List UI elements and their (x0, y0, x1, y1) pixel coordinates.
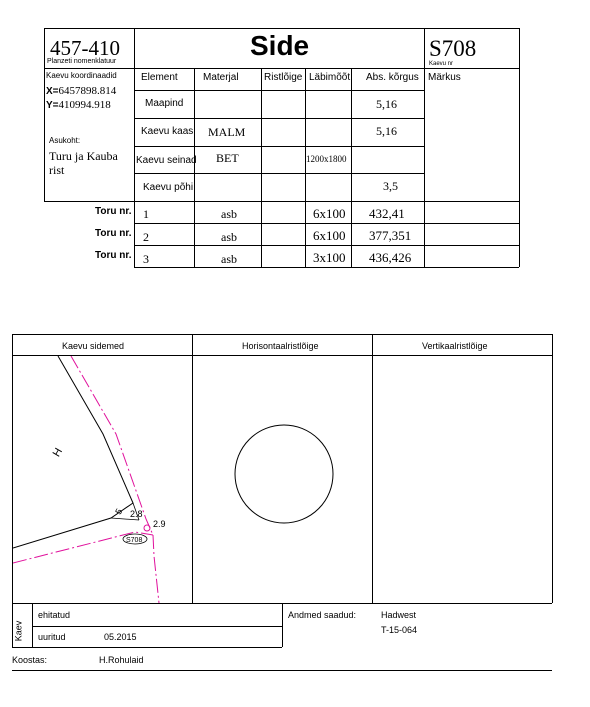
frame-line (44, 68, 520, 69)
col-header-material: Materjal (203, 72, 239, 83)
col-header-height: Abs. kõrgus (366, 72, 419, 83)
pipe-number: 3 (143, 252, 149, 266)
horizontal-section-drawing (193, 356, 372, 603)
location-line1: Turu ja Kauba (49, 149, 118, 163)
row-height: 3,5 (383, 179, 398, 193)
pipe-material: asb (221, 252, 237, 266)
row-material: MALM (208, 125, 246, 139)
map-label-28: 2.8 (130, 509, 143, 519)
footer-author-name: H.Rohulaid (99, 655, 144, 665)
footer-surveyed-label: uuritud (38, 632, 66, 642)
panel-title-connections: Kaevu sidemed (62, 341, 125, 351)
well-label: Kaevu nr (429, 61, 454, 67)
table-line (134, 118, 424, 119)
location-line2: rist (49, 163, 65, 177)
table-line (134, 223, 519, 224)
table-line (134, 173, 424, 174)
table-line (261, 68, 262, 267)
pipe-label: Toru nr. (95, 206, 132, 217)
row-height: 5,16 (376, 124, 397, 138)
frame-line (44, 28, 520, 29)
footer-source-name: Hadwest (381, 610, 417, 620)
pipe-label: Toru nr. (95, 250, 132, 261)
col-header-notes: Märkus (428, 72, 461, 83)
table-line (134, 245, 519, 246)
coord-x (46, 85, 116, 97)
table-line (134, 201, 519, 202)
table-line (305, 68, 306, 267)
panel-title-horizontal: Horisontaalristlõige (242, 341, 319, 351)
table-line (134, 146, 424, 147)
frame-line (424, 28, 425, 267)
pipe-diameter: 6x100 (313, 228, 346, 243)
map-label-h: H (50, 446, 66, 459)
pipe-diameter: 6x100 (313, 206, 346, 221)
panel-line (552, 334, 553, 603)
page-title: Side (250, 30, 310, 61)
pipe-label: Toru nr. (95, 228, 132, 239)
panel-title-vertical: Vertikaalristlõige (422, 341, 488, 351)
map-label-5: 5 (113, 506, 125, 517)
footer-author-label: Koostas: (12, 655, 48, 665)
sheet-number: 457-410 (50, 36, 120, 60)
frame-line (44, 28, 45, 201)
row-element: Kaevu seinad (136, 155, 197, 166)
footer-source-label: Andmed saadud: (288, 610, 357, 620)
frame-line (519, 28, 520, 267)
connections-map (13, 356, 192, 603)
pipe-height: 377,351 (369, 228, 412, 243)
table-line (134, 90, 424, 91)
row-element: Maapind (145, 98, 184, 109)
col-header-diameter: Läbimõõt (309, 72, 351, 83)
sheet-label: Planzeti nomenklatuur (47, 58, 117, 65)
table-line (351, 68, 352, 267)
map-label-well: S708 (126, 537, 143, 544)
footer-surveyed-date: 05.2015 (104, 632, 137, 642)
coord-x-label: X= (46, 86, 59, 97)
coord-y-value: 410994.918 (58, 99, 111, 111)
well-number: S708 (429, 36, 477, 61)
coord-x-value: 6457898.814 (58, 85, 117, 97)
coord-y (46, 99, 111, 111)
pipe-number: 1 (143, 207, 149, 221)
pipe-diameter: 3x100 (313, 250, 346, 265)
footer-line (282, 603, 283, 647)
row-material: BET (216, 151, 239, 165)
frame-line (44, 201, 134, 202)
coord-y-label: Y= (46, 100, 59, 111)
row-element: Kaevu kaas (141, 126, 194, 137)
pipe-height: 432,41 (369, 206, 405, 221)
row-height: 5,16 (376, 97, 397, 111)
col-header-element: Element (141, 72, 178, 83)
pipe-height: 436,426 (369, 250, 412, 265)
frame-line (134, 28, 135, 267)
footer-side-label: Kaev (13, 620, 24, 642)
pipe-material: asb (221, 230, 237, 244)
row-element: Kaevu põhi (143, 182, 194, 193)
table-line (194, 68, 195, 267)
footer-source-code: T-15-064 (381, 625, 418, 635)
table-line (134, 267, 519, 268)
panel-line (372, 334, 373, 603)
panel-line (12, 334, 552, 335)
footer-line (32, 626, 282, 627)
footer-built-label: ehitatud (38, 610, 71, 620)
coords-label: Kaevu koordinaadid (46, 71, 117, 80)
footer-line (12, 670, 552, 671)
map-label-29: 2.9 (153, 519, 166, 529)
row-diameter: 1200x1800 (306, 154, 347, 164)
pipe-material: asb (221, 207, 237, 221)
footer-line (32, 603, 33, 647)
location-label: Asukoht: (49, 136, 81, 145)
col-header-section: Ristlõige (264, 72, 303, 83)
pipe-number: 2 (143, 230, 149, 244)
footer-line (12, 647, 282, 648)
